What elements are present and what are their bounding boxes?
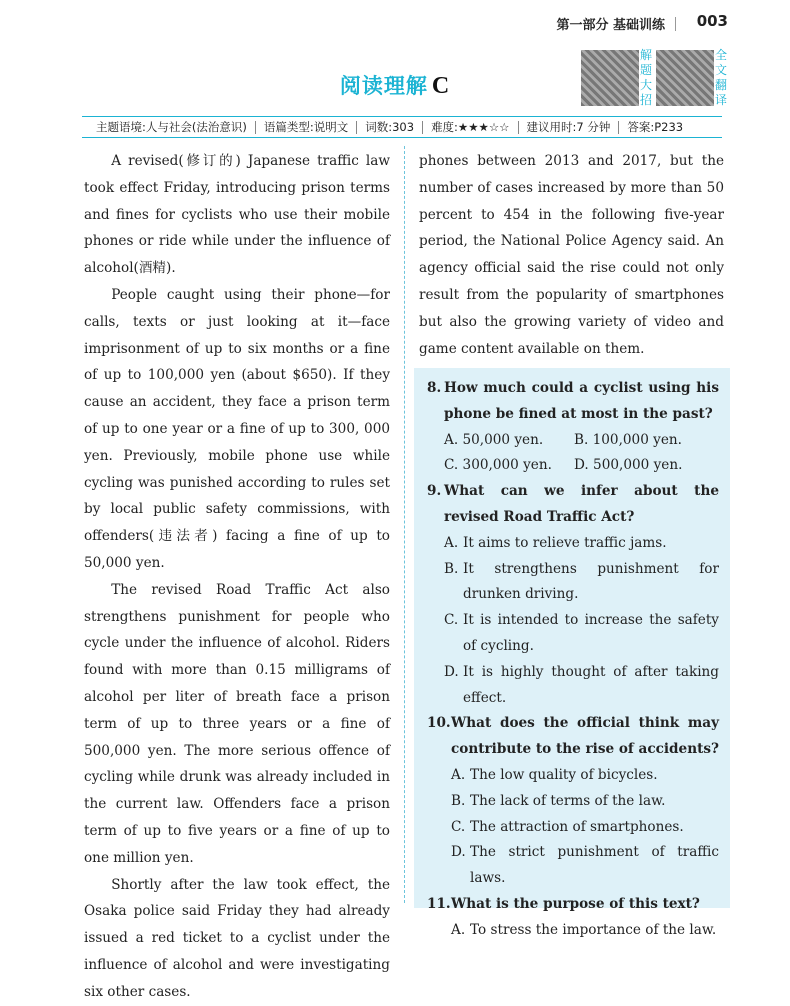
question-list — [427, 376, 719, 944]
section-label: 第一部分 基础训练 — [556, 18, 665, 33]
qr-label-solution: 解题大招 — [640, 48, 653, 107]
title-text: 阅读理解 — [339, 73, 428, 98]
question-stem: What is the purpose of this text? — [451, 895, 700, 912]
option-c[interactable]: C. 300,000 yen. — [444, 457, 552, 474]
options-row — [427, 453, 719, 479]
question-9 — [427, 479, 719, 531]
option-a[interactable] — [427, 918, 719, 944]
option-letter: B. — [444, 560, 459, 577]
passage-paragraph: People caught using their phone—for calls, texts or just looking at it—face imprisonment of up to six months or a fine of up to 100,000 yen (about $650). If they cause an accident, they face a prison term of up to one year or a fine of up to 300, 000 yen. Previously, mobile phone use while cycling was punished according to rules set by local public safety commissions, with offenders(违法者) facing a fine of up to 50,000 yen. — [84, 286, 390, 571]
question-stem: How much could a cyclist using his phone be fined at most in the past? — [444, 380, 719, 422]
option-b[interactable]: B. 100,000 yen. — [574, 431, 682, 448]
option-c[interactable] — [427, 815, 719, 841]
meta-theme: 主题语境:人与社会(法治意识) — [82, 121, 256, 134]
option-letter: C. — [444, 612, 459, 629]
option-text: It aims to relieve traffic jams. — [463, 534, 667, 551]
options-row — [427, 428, 719, 454]
option-letter: C. — [451, 818, 466, 835]
option-a[interactable]: A. 50,000 yen. — [444, 431, 544, 448]
qr-code-solution[interactable] — [581, 50, 639, 106]
passage-paragraph: The revised Road Traffic Act also strengthens punishment for people who cycle under the influence of alcohol. Riders found with more than 0.15 milligrams of alcohol per liter of breath face a prison term of up to three years or a fine of 500,000 yen. The more serious offence of cycling while drunk was already included in the current law. Offenders face a prison term of up to five years or a fine of up to one million yen. — [84, 581, 390, 866]
option-c[interactable] — [427, 608, 719, 660]
option-letter: A. — [451, 766, 466, 783]
meta-genre: 语篇类型:说明文 — [256, 121, 357, 134]
option-d[interactable] — [427, 840, 719, 892]
option-text: It strengthens punishment for drunken driving. — [463, 560, 719, 603]
meta-bar — [82, 116, 722, 138]
meta-difficulty: 难度:★★★☆☆ — [423, 121, 518, 134]
title-letter: C — [431, 73, 451, 99]
option-d[interactable] — [427, 660, 719, 712]
option-text: It is highly thought of after taking effect. — [463, 663, 719, 706]
page-number: 003 — [696, 12, 728, 30]
question-number: 10. — [427, 715, 451, 732]
header-divider — [675, 17, 676, 31]
option-letter: D. — [451, 844, 466, 861]
column-divider — [404, 146, 405, 903]
option-text: The lack of terms of the law. — [470, 792, 666, 809]
option-text: The strict punishment of traffic laws. — [470, 844, 719, 887]
option-a[interactable] — [427, 763, 719, 789]
question-number: 9. — [427, 483, 442, 500]
passage-paragraph-continued: phones between 2013 and 2017, but the number of cases increased by more than 50 percent to 454 in the following five-year period, the National Police Agency said. An agency official said the rise could not only result from the popularity of smartphones but also the growing variety of video and game content available on them. — [419, 153, 724, 357]
question-10 — [427, 711, 719, 763]
option-letter: A. — [451, 921, 466, 938]
question-number: 11. — [427, 895, 451, 912]
meta-answer-page: 答案:P233 — [627, 119, 684, 134]
option-letter: B. — [451, 792, 466, 809]
option-text: The attraction of smartphones. — [470, 818, 684, 835]
running-head — [556, 14, 686, 33]
option-letter: D. — [444, 663, 459, 680]
option-text: The low quality of bicycles. — [470, 766, 658, 783]
option-b[interactable] — [427, 557, 719, 609]
qr-code-translation[interactable] — [656, 50, 714, 106]
question-11 — [427, 892, 719, 918]
option-a[interactable] — [427, 531, 719, 557]
question-stem: What can we infer about the revised Road Traffic Act? — [444, 483, 719, 525]
question-number: 8. — [427, 380, 442, 396]
option-b[interactable] — [427, 789, 719, 815]
question-8 — [427, 376, 719, 428]
option-text: It is intended to increase the safety of cycling. — [463, 612, 719, 654]
passage-paragraph: A revised(修订的) Japanese traffic law took effect Friday, introducing prison terms and fines for cyclists who use their mobile phones or ride while under the influence of alcohol(酒精). — [84, 153, 390, 277]
option-text: To stress the importance of the law. — [470, 921, 717, 938]
passage-left-column — [84, 148, 390, 1006]
meta-word-count: 词数:303 — [357, 121, 423, 134]
qr-label-translation: 全文翻译 — [715, 48, 728, 107]
option-d[interactable]: D. 500,000 yen. — [574, 457, 683, 474]
passage-right-column — [419, 148, 724, 362]
option-letter: A. — [444, 534, 459, 551]
question-stem: What does the official think may contribute to the rise of accidents? — [451, 715, 719, 758]
meta-suggested-time: 建议用时:7 分钟 — [519, 121, 620, 134]
passage-paragraph: Shortly after the law took effect, the Osaka police said Friday they had already issued a red ticket to a cyclist under the influence of alcohol and were investigating six other cases. — [84, 876, 390, 1000]
